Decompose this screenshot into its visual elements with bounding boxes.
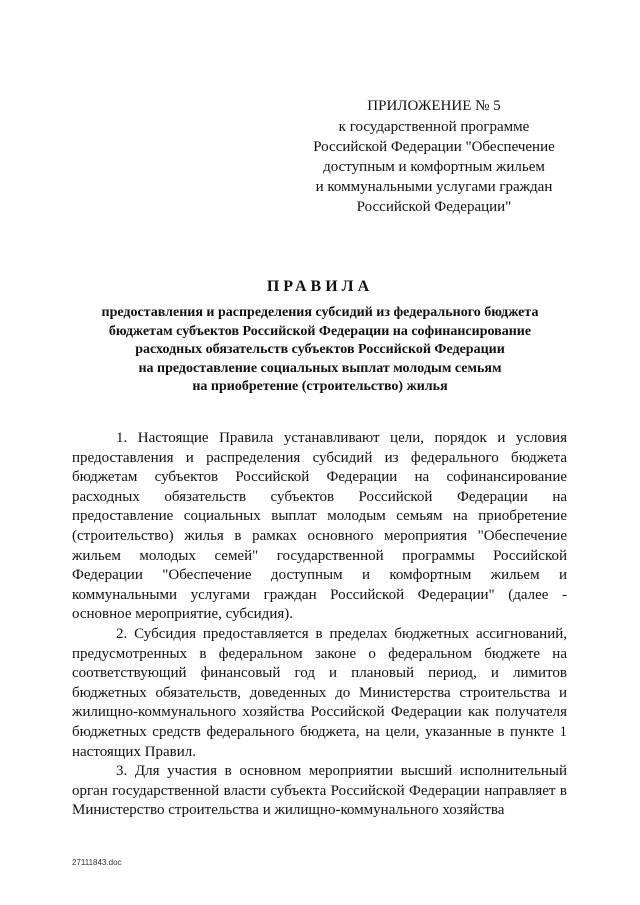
appendix-line: Российской Федерации" [356,199,512,215]
paragraph-3: 3. Для участия в основном мероприятии высший исполнительный орган государственной власти субъекта Российской Федерации направляет в Министерство строительства и жилищно-коммунального хозяйства [72,763,567,819]
appendix-block [300,96,568,217]
appendix-heading: ПРИЛОЖЕНИЕ № 5 [367,98,501,114]
paragraph-2: 2. Субсидия предоставляется в пределах бюджетных ассигнований, предусмотренных в федеральном законе о федеральном бюджете на соответствующий финансовый год и плановый период, и лимитов бюджетных обязательств, доведенных до Министерства строительства и жилищно-коммунального хозяйства Российской Федерации как получателя бюджетных средств федерального бюджета, на цели, указанные в пункте 1 настоящих Правил. [72,625,567,760]
appendix-line: к государственной программе [338,119,530,135]
subtitle-line: предоставления и распределения субсидий из федерального бюджета [101,305,539,320]
document-subtitle [70,304,570,397]
document-title: ПРАВИЛА [266,278,374,295]
appendix-line: и коммунальными услугами граждан [315,179,553,195]
appendix-line: доступным и комфортным жильем [323,159,545,175]
subtitle-line: на предоставление социальных выплат молодым семьям [138,360,502,376]
document-body [72,429,567,821]
subtitle-line: расходных обязательств субъектов Российской Федерации [135,342,505,357]
subtitle-line: на приобретение (строительство) жилья [192,379,448,394]
paragraph-1: 1. Настоящие Правила устанавливают цели, порядок и условия предоставления и распределения субсидий из федерального бюджета бюджетам субъектов Российской Федерации на софинансирование расходных обязательств субъектов Российской Федерации на предоставление социальных выплат молодым семьям на приобретение (строительство) жилья в рамках основного мероприятия "Обеспечение жильем молодых семей" государственной программы Российской Федерации "Обеспечение доступным и комфортным жильем и коммунальными услугами граждан Российской Федерации" (далее - основное мероприятие, субсидия). [72,430,567,623]
file-name-footer: 27111843.doc [72,858,122,867]
subtitle-line: бюджетам субъектов Российской Федерации на софинансирование [108,323,532,339]
appendix-line: Российской Федерации "Обеспечение [313,139,555,155]
